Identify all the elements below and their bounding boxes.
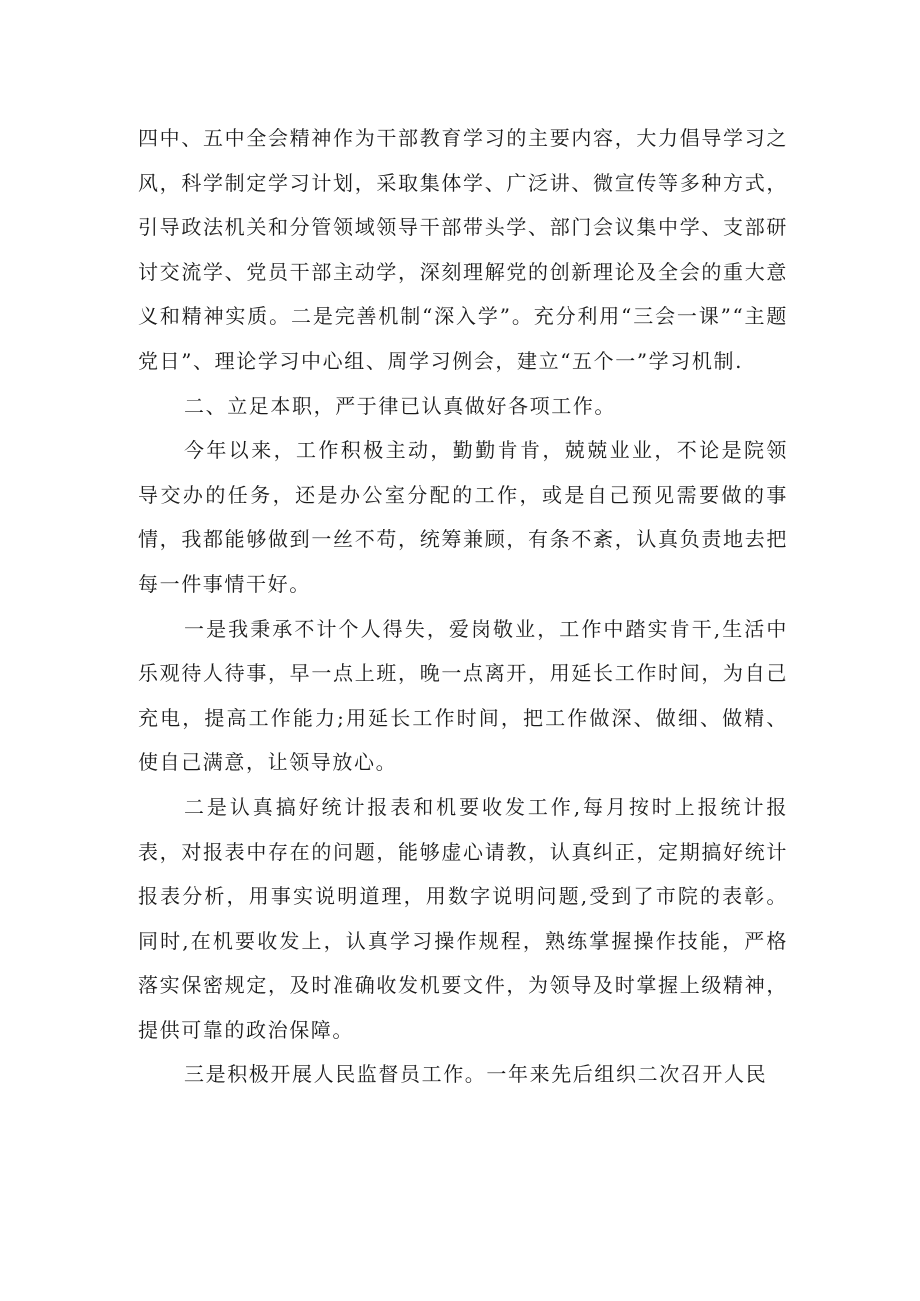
paragraph-6: 三是积极开展人民监督员工作。一年来先后组织二次召开人民 bbox=[184, 1062, 768, 1087]
document-body bbox=[138, 116, 788, 1097]
paragraph-3: 今年以来，工作积极主动，勤勤肯肯，兢兢业业，不论是院领导交办的任务，还是办公室分配的工作，或是自己预见需要做的事情，我都能够做到一丝不苟，统筹兼顾，有条不紊，认真负责地去把每一件事情干好。 bbox=[138, 438, 788, 596]
paragraph-2-section-heading: 二、立足本职，严于律已认真做好各项工作。 bbox=[184, 393, 616, 418]
paragraph-5: 二是认真搞好统计报表和机要收发工作,每月按时上报统计报表，对报表中存在的问题，能够虚心请教，认真纠正，定期搞好统计报表分析，用事实说明道理，用数字说明问题,受到了市院的表彰。同时,在机要收发上，认真学习操作规程，熟练掌握操作技能，严格落实保密规定，及时准确收发机要文件，为领导及时掌握上级精神，提供可靠的政治保障。 bbox=[138, 794, 788, 1042]
paragraph-4: 一是我秉承不计个人得失，爱岗敬业，工作中踏实肯干,生活中乐观待人待事，早一点上班，晚一点离开，用延长工作时间，为自己充电，提高工作能力;用延长工作时间，把工作做深、做细、做精、使自己满意，让领导放心。 bbox=[138, 616, 788, 775]
paragraph-1: 四中、五中全会精神作为干部教育学习的主要内容，大力倡导学习之风，科学制定学习计划，采取集体学、广泛讲、微宣传等多种方式，引导政法机关和分管领域领导干部带头学、部门会议集中学、支部研讨交流学、党员干部主动学，深刻理解党的创新理论及全会的重大意义和精神实质。二是完善机制“深入学”。充分利用“三会一课”“主题党日”、理论学习中心组、周学习例会，建立“五个一”学习机制. bbox=[138, 126, 788, 373]
